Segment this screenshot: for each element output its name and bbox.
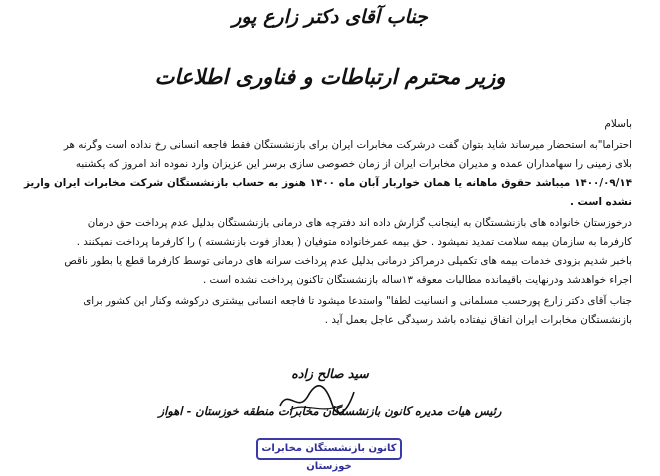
stamp-text: کانون بازنشستگان مخابرات خوزستان xyxy=(261,443,397,472)
recipient-title: جناب آقای دکتر زارع پور xyxy=(232,6,428,28)
body-line-8: جناب آقای دکتر زارع پورحسب مسلمانی و انسانیت لطفا" واستدعا میشود تا فاجعه انسانی بیشتری درکوشه وکنار این کشور برای xyxy=(83,295,632,307)
body-line-1: احتراما"به استحضار میرساند شاید بتوان گفت درشرکت مخابرات ایران برای بازنشستگان فقط فاجعه انسانی رخ نداده است وگرنه هر xyxy=(63,139,632,151)
signatory-title: رئیس هیات مدیره کانون بازنشستگان مخابرات منطقه خوزستان - اهواز xyxy=(158,404,502,418)
body-line-3: ۱۴۰۰/۰۹/۱۴ میباشد حقوق ماهانه یا همان خواربار آبان ماه ۱۴۰۰ هنوز به حساب بازنشستگان شرکت مخابرات ایران واریز نشده است . xyxy=(24,177,632,208)
body-line-7: اجراء خواهدشد ودرنهایت باقیمانده مطالبات معوقه ۱۳ساله بازنشستگان تاکنون پرداخت نشده است . xyxy=(202,274,632,286)
body-line-4: درخوزستان خانواده های بازنشستگان به اینجانب گزارش داده اند دفترچه های درمانی بازنشستگان بدلیل عدم پرداخت حق درمان xyxy=(87,217,632,229)
body-line-9: بازنشستگان مخابرات ایران اتفاق نیفتاده باشد رسیدگی عاجل بعمل آید . xyxy=(324,314,632,326)
body-line-2: بلای زمینی را سهامداران عمده و مدیران مخابرات ایران از زمان خصوصی سازی برسر این عزیزان وارد نموده اند امروز که یکشنبه xyxy=(75,158,632,170)
recipient-position: وزیر محترم ارتباطات و فناوری اطلاعات xyxy=(154,64,506,89)
body-line-6: باخبر شدیم بزودی خدمات بیمه های تکمیلی درمراکز درمانی بدلیل عدم پرداخت سرانه های درمانی توسط کارفرما قطع یا بطور ناقص xyxy=(64,255,632,267)
organization-stamp xyxy=(256,438,402,472)
letter-body xyxy=(24,136,632,330)
body-line-5: کارفرما به سازمان بیمه سلامت تمدید نمیشود . حق بیمه عمرخانواده متوفیان ( بعداز فوت بازنشسته ) را کارفرما پرداخت نمیکنند . xyxy=(76,236,632,248)
signatory-name: سید صالح زاده xyxy=(291,366,369,381)
greeting: باسلام xyxy=(604,118,632,130)
